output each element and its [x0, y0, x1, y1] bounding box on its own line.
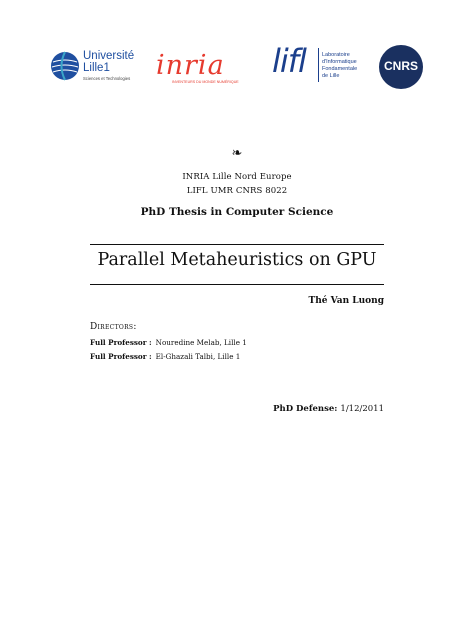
- inria-logo: [152, 50, 262, 86]
- lille-name: Université: [83, 50, 135, 62]
- lifl-divider: [318, 48, 319, 82]
- inria-wordmark: inria: [156, 50, 225, 81]
- director-role: Full Professor :: [90, 338, 152, 347]
- defense-date: [273, 404, 384, 414]
- lifl-text-1: Laboratoire: [322, 52, 350, 58]
- inria-tagline: INVENTEURS DU MONDE NUMÉRIQUE: [172, 80, 239, 84]
- lifl-logo: [272, 42, 372, 88]
- director-name: Nouredine Melab, Lille 1: [155, 338, 247, 347]
- thesis-type: PhD Thesis in Computer Science: [140, 206, 334, 218]
- lifl-text-3: Fondamentale: [322, 66, 358, 72]
- lille-subtitle: Sciences et Technologies: [83, 76, 131, 81]
- globe-icon: [50, 50, 80, 82]
- thesis-title: Parallel Metaheuristics on GPU: [97, 250, 377, 270]
- defense-label: PhD Defense:: [273, 404, 338, 414]
- title-rule-top: [90, 244, 384, 245]
- director-name: El-Ghazali Talbi, Lille 1: [155, 352, 241, 361]
- lifl-text-2: d'Informatique: [322, 59, 357, 65]
- director-row: [90, 352, 240, 361]
- fleuron-ornament: ❧: [231, 146, 243, 161]
- lifl-wordmark: lifl: [272, 42, 306, 80]
- lifl-text-4: de Lille: [322, 73, 340, 79]
- institution-line-1: INRIA Lille Nord Europe: [182, 172, 292, 182]
- director-role: Full Professor :: [90, 352, 152, 361]
- director-row: [90, 338, 247, 347]
- cnrs-wordmark: CNRS: [383, 59, 418, 73]
- cnrs-logo: [378, 44, 424, 90]
- universite-lille1-logo: [50, 50, 150, 84]
- institution-line-2: LIFL UMR CNRS 8022: [186, 186, 288, 196]
- lille-name2: Lille1: [83, 62, 110, 74]
- author-name: Thé Van Luong: [308, 296, 384, 306]
- title-rule-bottom: [90, 284, 384, 285]
- defense-value: 1/12/2011: [340, 404, 384, 414]
- directors-heading: Directors:: [90, 322, 137, 332]
- logo-bar: [0, 0, 474, 110]
